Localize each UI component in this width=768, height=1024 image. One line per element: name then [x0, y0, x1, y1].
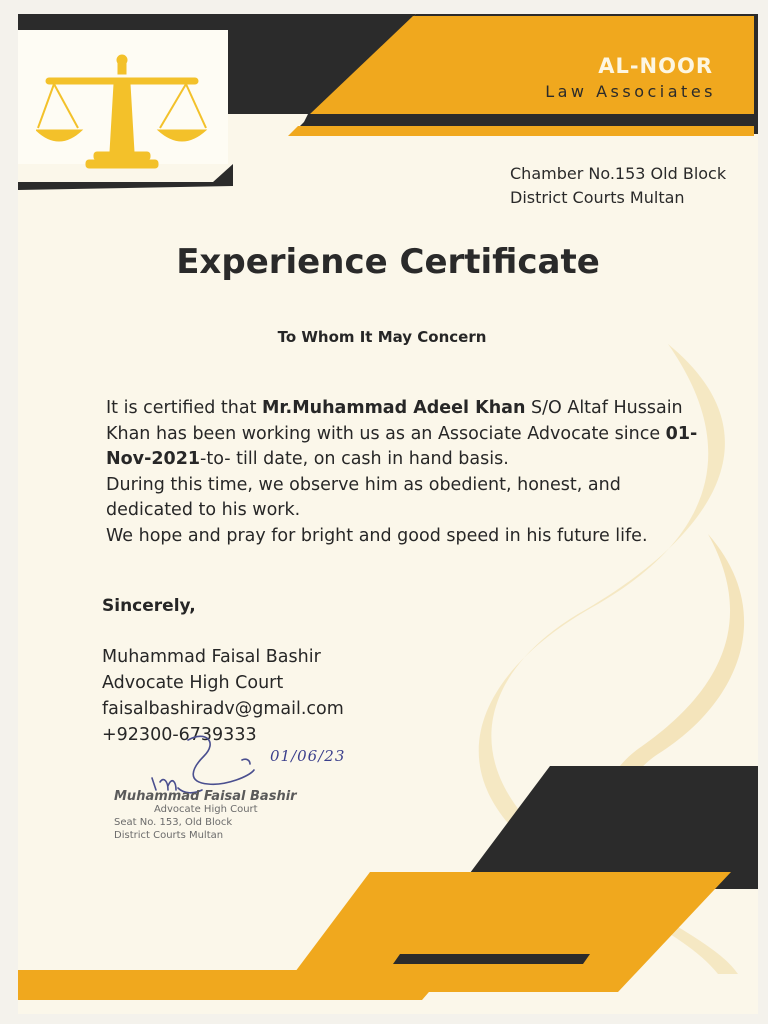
stamp-location: District Courts Multan [114, 830, 224, 841]
handwritten-date: 01/06/23 [270, 747, 346, 765]
address-line-1: Chamber No.153 Old Block [510, 164, 727, 183]
certificate-sheet [18, 14, 758, 1014]
signatory-email: faisalbashiradv@gmail.com [102, 699, 344, 719]
paragraph-1 [106, 396, 706, 473]
signatory-phone: +92300-6739333 [102, 725, 257, 745]
firm-name: AL-NOOR [598, 54, 713, 78]
para1-text-b: S/O Altaf Hussain Khan has been working with us as an Associate Advocate since [106, 398, 683, 444]
scales-of-justice-icon [36, 54, 208, 172]
address-line-2: District Courts Multan [510, 188, 685, 207]
signatory-name: Muhammad Faisal Bashir [102, 647, 321, 667]
paragraph-3: We hope and pray for bright and good speed in his future life. [106, 525, 648, 546]
start-date: 01-Nov-2021 [106, 423, 698, 469]
certificate-title: Experience Certificate [176, 242, 600, 282]
closing: Sincerely, [102, 596, 196, 616]
salutation: To Whom It May Concern [277, 328, 487, 346]
stamp-name: Muhammad Faisal Bashir [114, 789, 297, 804]
certificate-body [106, 396, 706, 549]
para1-text-a: It is certified that [106, 398, 262, 418]
signatory-title: Advocate High Court [102, 673, 284, 693]
paragraph-2: During this time, we observe him as obedient, honest, and dedicated to his work. [106, 474, 621, 520]
advocate-stamp [114, 790, 297, 842]
firm-subtitle: Law Associates [545, 82, 716, 101]
stamp-seat: Seat No. 153, Old Block [114, 817, 233, 828]
employee-name: Mr.Muhammad Adeel Khan [262, 398, 526, 418]
stamp-title: Advocate High Court [154, 804, 258, 815]
chamber-address [510, 162, 726, 210]
para1-text-c: -to- till date, on cash in hand basis. [200, 449, 509, 469]
